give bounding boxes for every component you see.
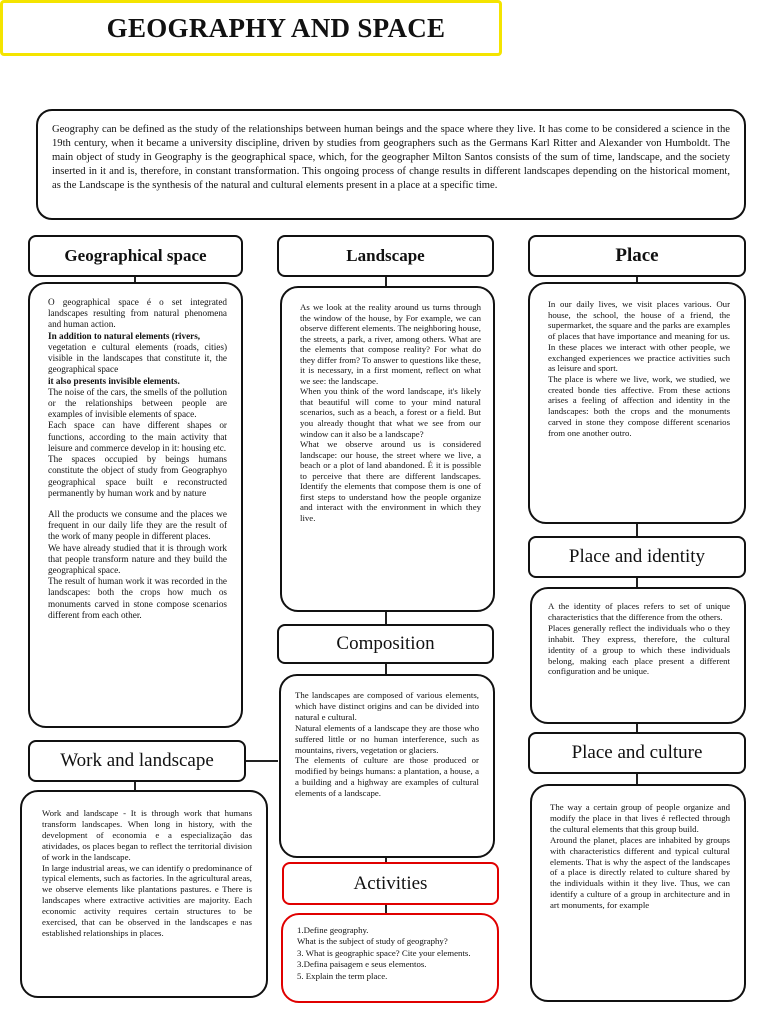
activities-item-1: 1.Define geography. — [297, 925, 369, 935]
work-p1: Work and landscape - It is through work that humans transform landscapes. When long in history, with the development of economia e a especialização das atividades, os places began to reflect the territorial division of work in the landscape. — [42, 808, 252, 862]
landscape-heading: Landscape — [277, 235, 494, 277]
place-identity-p2: Places generally reflect the individuals who o they inhabit. They express, therefore, the cultural identity of a group to which these individuals belong, making each place present a different configuration and be unique. — [548, 622, 730, 677]
place-p2: The place is where we live, work, we studied, we created bonde ties affective. From these actions arises a feeling of affection and identity in the landscapes: both the crops and the monuments carved in stone they compose different scenarios from one another outro. — [548, 374, 730, 438]
place-p1: In our daily lives, we visit places various. Our house, the school, the house of a friend, the supermarket, the square and the parks are examples of places that have importance and meaning for us. In these places we interact with other people, we exchanged experiences we practice activities such as leisure and sport. — [548, 299, 730, 374]
composition-p3: The elements of culture are those produced or modified by beings humans: a plantation, a house, a a building and a highway are examples of cultural elements of a landscape. — [295, 755, 479, 799]
composition-heading: Composition — [277, 624, 494, 664]
connector-work-composition — [246, 760, 278, 762]
work-p2: In large industrial areas, we can identify o predominance of typical elements, such as factories. In the agricultural areas, we observe elements like plantations pastures. e There is landscapes where extractive activities are majority. Each economic activity requires certain structures to be exercised, that can be observed in the landscapes e nas established relationships in places. — [42, 862, 252, 938]
connector-identity-culture — [636, 724, 638, 732]
connector-culture-body — [636, 774, 638, 784]
composition-p1: The landscapes are composed of various elements, which have distinct origins and can be divided into natural e cultural. — [295, 690, 479, 722]
geo-space-p3-bold: it also presents invisible elements. — [48, 375, 180, 386]
landscape-p1: As we look at the reality around us turns through the window of the house, by For example, we can observe different elements. The neighboring house, the streets, a park, a river, among others. What are the elements that compose reality? For what do they differ from? To answer to questions like these, it is necessary, in a first moment, reflect on what we see: the landscape. — [300, 302, 481, 386]
connector-identity-body — [636, 578, 638, 587]
title-box — [0, 0, 502, 56]
geo-space-p2: vegetation e cultural elements (roads, cities) visible in the landscapes that constitute it, the geographical space — [48, 341, 227, 375]
place-identity-heading: Place and identity — [528, 536, 746, 578]
place-identity-box — [530, 587, 746, 724]
activities-heading: Activities — [282, 862, 499, 905]
composition-box — [279, 674, 495, 858]
intro-box — [36, 109, 746, 220]
geo-space-p6: The spaces occupied by beings humans constitute the object of study from Geographyo geographical space built e reconstructed permanently by human work and by nature — [48, 454, 227, 498]
work-heading: Work and landscape — [28, 740, 246, 782]
geo-space-box — [28, 282, 243, 728]
geo-space-heading: Geographical space — [28, 235, 243, 277]
connector-landscape-composition — [385, 612, 387, 624]
geo-space-p4: The noise of the cars, the smells of the pollution or the relationships between people are examples of invisible elements of space. — [48, 386, 227, 420]
landscape-p3: What we observe around us is considered landscape: our house, the street where we live, a beach or a plot of land abandoned. É it is possible to perceive that there are different landscapes. Identify the elements that compose them is one of first steps to understand how the people organize and interact with the environment in which they live. — [300, 439, 481, 523]
geo-space-p8: We have already studied that it is through work that people transform nature and they build the geographical space. — [48, 542, 227, 576]
place-box — [528, 282, 746, 524]
geo-space-p9: The result of human work it was recorded in the landscapes: both the crops how much os monuments carved in stone compose scenarios different from each other. — [48, 576, 227, 620]
connector-activities-body — [385, 905, 387, 913]
intro-text: Geography can be defined as the study of the relationships between human beings and the space where they live. It has come to be considered a science in the 19th century, when it became a university discipline, driven by studies from geographers such as the Germans Karl Ritter and Alexander von Humboldt. The main object of study in Geography is the geographical space, which, for the geographer Milton Santos consists of the sum of time, landscape, and the society inserted in it and is, therefore, in constant transformation. This ongoing process of change results in different landscapes depending on the historical moment, as the Landscape is the synthesis of the natural and cultural elements present in a place at a specific time. — [52, 124, 730, 192]
work-box — [20, 790, 268, 998]
activities-box — [281, 913, 499, 1003]
place-culture-p1: The way a certain group of people organize and modify the place in that lives é reflected through the cultural elements that this group build. — [550, 802, 730, 834]
landscape-box — [280, 286, 495, 612]
place-heading: Place — [528, 235, 746, 277]
activities-item-4: 3.Defina paisagem e seus elementos. — [297, 959, 427, 970]
place-culture-heading: Place and culture — [528, 732, 746, 774]
geo-space-p1: O geographical space é o set integrated landscapes resulting from natural phenomena and human action. — [48, 297, 227, 330]
connector-composition-body — [385, 664, 387, 674]
geo-space-p5: Each space can have different shapes or functions, according to the main activity that leisure and commerce develop in it: housing etc. — [48, 420, 227, 453]
page-title: GEOGRAPHY AND SPACE — [106, 12, 446, 43]
activities-item-2: What is the subject of study of geography? — [297, 936, 448, 947]
landscape-p2: When you think of the word landscape, it's likely that beautiful will come to your mind natural scenarios, such as a beach, a forest or a field. But you already thought that what we see from our window can it also be a landscape? — [300, 386, 481, 439]
connector-landscape — [385, 276, 387, 286]
composition-p2: Natural elements of a landscape they are those who suffered little or no human interference, such as mountains, rivers, vegetation or glaciers. — [295, 722, 479, 755]
place-culture-box — [530, 784, 746, 1002]
activities-item-5: 5. Explain the term place. — [297, 970, 388, 981]
geo-space-p2-bold: In addition to natural elements (rivers, — [48, 330, 201, 341]
activities-item-3: 3. What is geographic space? Cite your elements. — [297, 947, 471, 958]
geo-space-p7: All the products we consume and the places we frequent in our daily life they are the result of the work of many people in different places. — [48, 508, 227, 542]
place-identity-p1: A the identity of places refers to set of unique characteristics that the difference from the others. — [548, 601, 730, 622]
place-culture-p2: Around the planet, places are inhabited by groups with characteristics different and typical cultural elements. That is why the aspect of the landscapes of a place is directly related to culture shared by the individuals within it they live. Thus, we can identify a culture of a group in architecture and in art monuments, for example — [550, 834, 730, 911]
connector-work-body — [134, 782, 136, 790]
connector-place-identity — [636, 524, 638, 536]
